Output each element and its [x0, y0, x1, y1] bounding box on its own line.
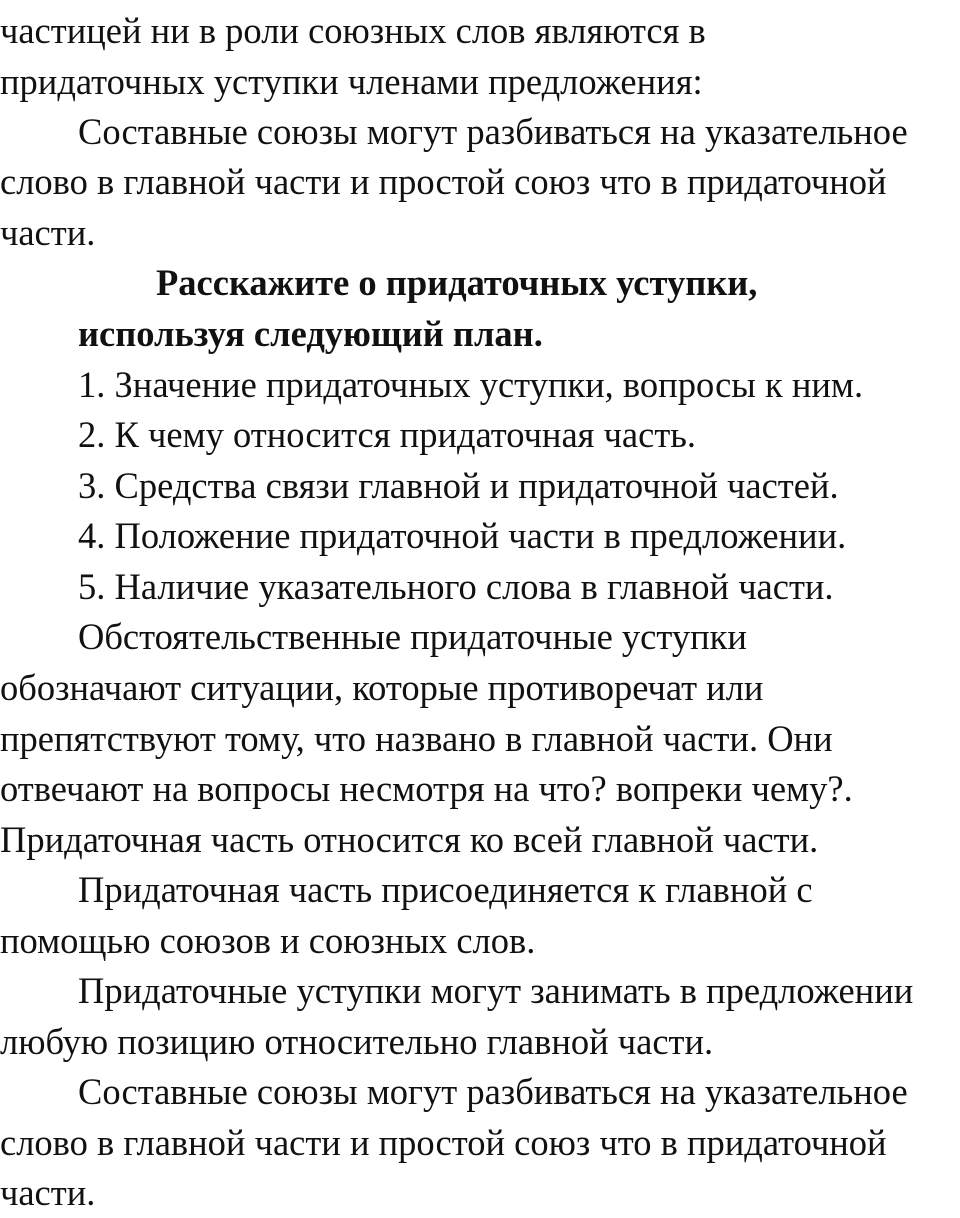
- text-line: части.: [0, 212, 96, 253]
- plan-item: 3. Средства связи главной и придаточной частей.: [78, 465, 839, 506]
- plan-item: 5. Наличие указательного слова в главной части.: [78, 566, 834, 607]
- section-heading: Расскажите о придаточных уступки,: [156, 262, 758, 303]
- text-line: придаточных уступки членами предложения:: [0, 61, 703, 102]
- plan-item: 4. Положение придаточной части в предложении.: [78, 515, 847, 556]
- paragraph-line: Составные союзы могут разбиваться на указательное: [78, 1071, 908, 1112]
- paragraph-line: Составные союзы могут разбиваться на указательное: [78, 111, 908, 152]
- text-line: помощью союзов и союзных слов.: [0, 920, 536, 961]
- text-line: Придаточная часть относится ко всей главной части.: [0, 819, 819, 860]
- paragraph-line: Придаточные уступки могут занимать в предложении: [78, 970, 914, 1011]
- text-line: любую позицию относительно главной части.: [0, 1021, 714, 1062]
- text-line: слово в главной части и простой союз что в придаточной: [0, 1122, 887, 1163]
- paragraph-line: Обстоятельственные придаточные уступки: [78, 616, 747, 657]
- plan-item: 2. К чему относится придаточная часть.: [78, 414, 697, 455]
- paragraph-line: Придаточная часть присоединяется к главной с: [78, 869, 813, 910]
- text-line: отвечают на вопросы несмотря на что? вопреки чему?.: [0, 768, 853, 809]
- text-line: слово в главной части и простой союз что в придаточной: [0, 161, 887, 202]
- plan-item: 1. Значение придаточных уступки, вопросы к ним.: [78, 364, 864, 405]
- text-line: части.: [0, 1172, 96, 1213]
- text-line: препятствуют тому, что названо в главной части. Они: [0, 718, 833, 759]
- text-line: частицей ни в роли союзных слов являются в: [0, 10, 706, 51]
- text-line: обозначают ситуации, которые противоречат или: [0, 667, 764, 708]
- section-heading: используя следующий план.: [78, 313, 543, 354]
